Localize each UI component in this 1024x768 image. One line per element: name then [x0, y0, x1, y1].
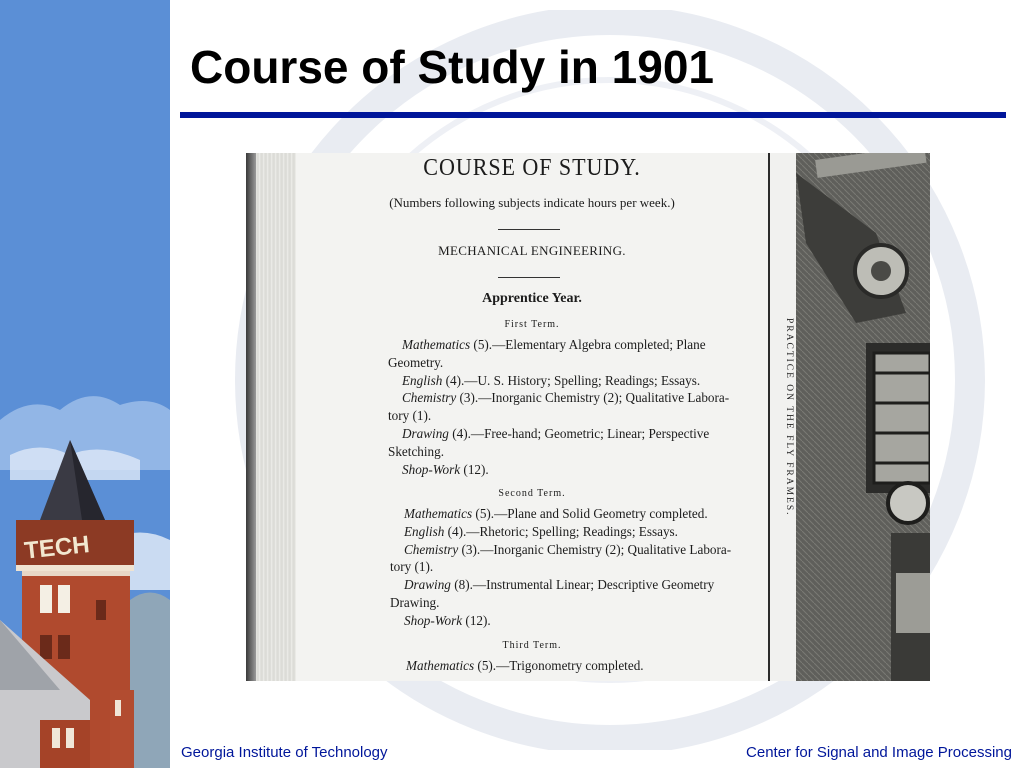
course-subject: English	[404, 523, 445, 539]
catalog-heading: COURSE OF STUDY.	[423, 155, 641, 181]
course-detail: (8).—Instrumental Linear; Descriptive Geometry	[450, 577, 715, 593]
tower-sign: TECH	[23, 530, 91, 565]
course-line	[390, 558, 746, 576]
course-subject: Mathematics	[402, 337, 471, 352]
term-1-list	[388, 336, 744, 478]
course-detail: (5).—Elementary Algebra completed; Plane	[470, 337, 706, 352]
course-detail: (5).—Trigonometry completed.	[474, 658, 644, 673]
machine-engraving	[796, 153, 930, 681]
department-heading: MECHANICAL ENGINEERING.	[438, 243, 626, 258]
course-subject: Shop-Work	[404, 612, 463, 628]
term-3-list	[392, 657, 748, 675]
course-line	[388, 407, 744, 425]
scanned-catalog-image	[246, 153, 930, 681]
footer-institution: Georgia Institute of Technology	[181, 744, 388, 761]
course-detail: (4).—Rhetoric; Spelling; Readings; Essays.	[444, 523, 678, 539]
course-subject: Chemistry	[404, 541, 459, 557]
course-line	[390, 594, 746, 612]
left-banner	[0, 0, 170, 768]
course-subject: Drawing	[404, 577, 451, 593]
course-line	[388, 354, 744, 372]
course-line	[388, 372, 744, 390]
course-line	[388, 336, 744, 354]
course-line	[392, 657, 748, 675]
term-heading: Second Term.	[498, 488, 566, 499]
course-line	[388, 443, 744, 461]
course-subject: Chemistry	[402, 390, 457, 406]
term-heading: First Term.	[504, 319, 560, 330]
book-binding	[246, 153, 256, 681]
course-detail: (4).—U. S. History; Spelling; Readings; Essays.	[442, 372, 701, 388]
course-detail: (3).—Inorganic Chemistry (2); Qualitative Labora-	[456, 390, 730, 406]
course-detail: (3).—Inorganic Chemistry (2); Qualitative Labora-	[458, 541, 732, 557]
term-2-list	[390, 505, 746, 630]
course-detail: (12).	[462, 612, 491, 628]
divider	[498, 277, 560, 278]
slide-title: Course of Study in 1901	[190, 41, 715, 93]
course-subject: English	[402, 372, 443, 388]
course-subject: Mathematics	[406, 658, 475, 673]
plate-caption: PRACTICE ON THE FLY FRAMES.	[784, 318, 794, 517]
course-detail: (5).—Plane and Solid Geometry completed.	[472, 506, 708, 521]
course-detail: tory (1).	[390, 559, 434, 575]
course-detail: Sketching.	[388, 443, 445, 459]
tech-tower-illustration	[0, 0, 170, 768]
course-line	[390, 505, 746, 523]
term-heading: Third Term.	[502, 640, 562, 651]
catalog-page	[296, 153, 768, 681]
course-subject: Drawing	[402, 425, 449, 441]
course-line	[390, 612, 746, 630]
divider	[498, 229, 560, 230]
course-line	[390, 541, 746, 559]
course-line	[390, 576, 746, 594]
course-detail: Geometry.	[388, 354, 444, 370]
course-detail: (4).—Free-hand; Geometric; Linear; Perspective	[448, 425, 710, 441]
course-subject: Mathematics	[404, 506, 473, 521]
catalog-note: (Numbers following subjects indicate hours per week.)	[389, 195, 675, 210]
title-underline	[180, 112, 1006, 118]
course-detail: Drawing.	[390, 594, 440, 610]
year-heading: Apprentice Year.	[482, 291, 582, 306]
course-detail: (12).	[460, 461, 489, 477]
course-line	[388, 425, 744, 443]
course-line	[388, 389, 744, 407]
course-line	[388, 461, 744, 479]
course-subject: Shop-Work	[402, 461, 461, 477]
page-edges	[256, 153, 296, 681]
footer-center: Center for Signal and Image Processing	[746, 744, 1012, 761]
course-line	[390, 523, 746, 541]
course-detail: tory (1).	[388, 408, 432, 424]
